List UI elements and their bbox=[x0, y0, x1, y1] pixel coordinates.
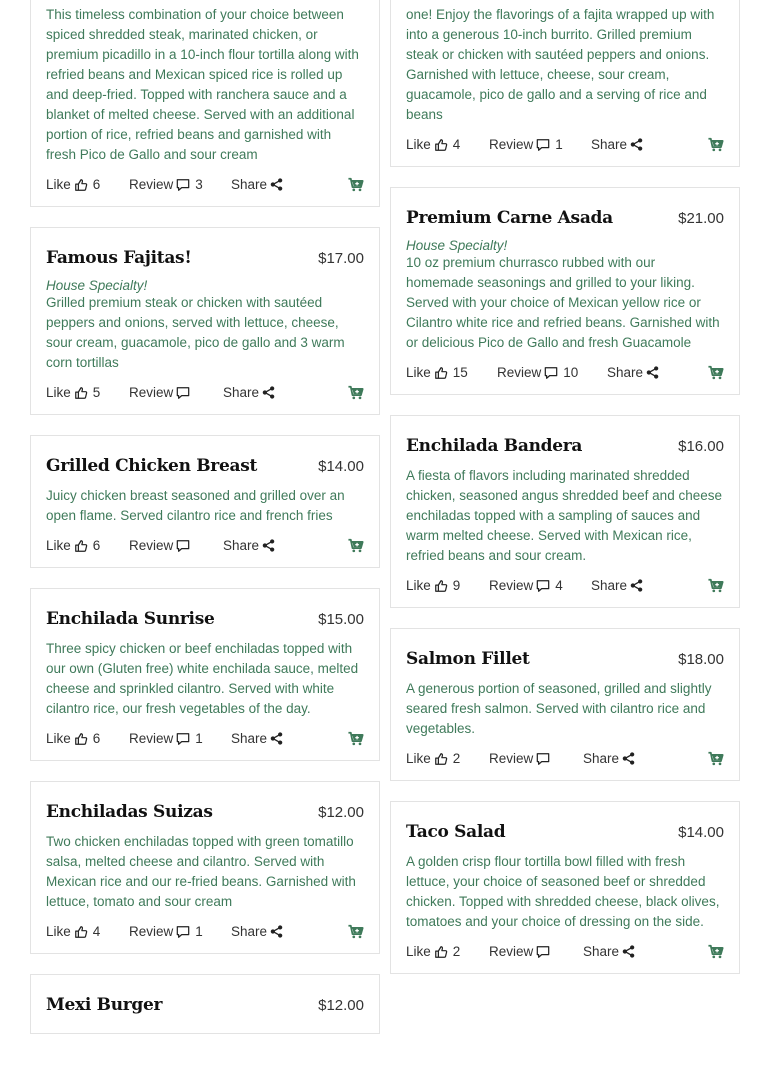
item-description: Grilled premium steak or chicken with sautéed peppers and onions, served with lettuce, cheese, sour cream, guacamole, pico de gallo and 3 warm corn tortillas bbox=[46, 295, 345, 370]
share-icon bbox=[630, 138, 643, 151]
like-label: Like bbox=[406, 944, 431, 959]
share-label: Share bbox=[591, 578, 628, 593]
share-button[interactable] bbox=[583, 751, 635, 766]
review-count: 10 bbox=[563, 365, 579, 380]
item-price: $12.00 bbox=[318, 997, 364, 1014]
share-icon bbox=[262, 539, 275, 552]
share-button[interactable] bbox=[231, 731, 283, 746]
comment-icon bbox=[536, 752, 550, 766]
cart-plus-icon bbox=[708, 365, 724, 380]
item-actions bbox=[406, 365, 724, 380]
like-label: Like bbox=[406, 137, 431, 152]
share-button[interactable] bbox=[583, 944, 635, 959]
add-to-cart-button[interactable] bbox=[348, 538, 364, 553]
thumbs-up-icon bbox=[434, 752, 448, 766]
menu-item-card bbox=[30, 974, 380, 1034]
review-count: 1 bbox=[555, 137, 563, 152]
thumbs-up-icon bbox=[74, 539, 88, 553]
cart-plus-icon bbox=[348, 385, 364, 400]
share-label: Share bbox=[591, 137, 628, 152]
item-description: 10 oz premium churrasco rubbed with our homemade seasonings and grilled to your liking. Served with your choice of Mexican yellow rice or Cilantro white rice and refried beans. Garnished with or delicious Pico de Gallo and fresh Guacamole bbox=[406, 255, 720, 350]
review-button[interactable] bbox=[489, 751, 583, 766]
thumbs-up-icon bbox=[74, 732, 88, 746]
review-count: 4 bbox=[555, 578, 563, 593]
menu-item-card bbox=[30, 227, 380, 415]
menu-item-card bbox=[390, 801, 740, 974]
item-price: $14.00 bbox=[678, 824, 724, 841]
menu-item-card bbox=[30, 435, 380, 568]
cart-plus-icon bbox=[708, 751, 724, 766]
review-label: Review bbox=[497, 365, 542, 380]
item-actions bbox=[46, 385, 364, 400]
like-count: 5 bbox=[92, 385, 101, 400]
add-to-cart-button[interactable] bbox=[348, 385, 364, 400]
comment-icon bbox=[176, 539, 190, 553]
share-label: Share bbox=[607, 365, 644, 380]
share-label: Share bbox=[231, 924, 268, 939]
comment-icon bbox=[176, 178, 190, 192]
item-description: Two chicken enchiladas topped with green tomatillo salsa, melted cheese and cilantro. Served with Mexican rice and our re-fried beans. Garnished with lettuce, tomato and sour cream bbox=[46, 834, 356, 909]
item-actions bbox=[46, 177, 364, 192]
item-description: Three spicy chicken or beef enchiladas topped with our own (Gluten free) white enchilada sauce, melted cheese and sprinkled cilantro. Served with white cilantro rice, our fresh vegetables of the day. bbox=[46, 641, 359, 716]
thumbs-up-icon bbox=[74, 925, 88, 939]
menu-item-card bbox=[30, 0, 380, 207]
item-actions bbox=[406, 137, 724, 152]
share-button[interactable] bbox=[591, 137, 643, 152]
like-button[interactable] bbox=[406, 365, 497, 380]
item-title: Enchilada Sunrise bbox=[46, 609, 215, 629]
share-icon bbox=[262, 386, 275, 399]
item-description: one! Enjoy the flavorings of a fajita wrapped up with into a generous 10-inch burrito. Grilled premium steak or chicken with sautéed peppers and onions. Garnished with lettuce, cheese, sour cream, guacamole, pico de gallo and a serving of rice and beans bbox=[406, 7, 715, 122]
like-count: 2 bbox=[452, 944, 461, 959]
review-button[interactable] bbox=[489, 578, 591, 593]
share-button[interactable] bbox=[591, 578, 643, 593]
share-icon bbox=[646, 366, 659, 379]
cart-plus-icon bbox=[348, 924, 364, 939]
share-icon bbox=[622, 945, 635, 958]
share-icon bbox=[270, 732, 283, 745]
item-title: Taco Salad bbox=[406, 822, 506, 842]
review-label: Review bbox=[489, 137, 534, 152]
cart-plus-icon bbox=[708, 944, 724, 959]
add-to-cart-button[interactable] bbox=[348, 924, 364, 939]
review-label: Review bbox=[489, 944, 534, 959]
item-description: Juicy chicken breast seasoned and grilled over an open flame. Served cilantro rice and french fries bbox=[46, 488, 345, 523]
share-label: Share bbox=[583, 751, 620, 766]
add-to-cart-button[interactable] bbox=[348, 177, 364, 192]
item-title: Premium Carne Asada bbox=[406, 208, 613, 228]
like-button[interactable] bbox=[406, 944, 489, 959]
like-label: Like bbox=[46, 385, 71, 400]
like-count: 6 bbox=[92, 177, 101, 192]
review-button[interactable] bbox=[129, 385, 223, 400]
item-actions bbox=[46, 731, 364, 746]
like-label: Like bbox=[46, 924, 71, 939]
review-count: 3 bbox=[195, 177, 203, 192]
review-label: Review bbox=[129, 538, 174, 553]
menu-column-left bbox=[30, 0, 380, 1054]
comment-icon bbox=[544, 366, 558, 380]
review-label: Review bbox=[489, 578, 534, 593]
like-count: 2 bbox=[452, 751, 461, 766]
share-label: Share bbox=[223, 385, 260, 400]
like-label: Like bbox=[406, 365, 431, 380]
thumbs-up-icon bbox=[74, 178, 88, 192]
add-to-cart-button[interactable] bbox=[708, 365, 724, 380]
like-count: 6 bbox=[92, 538, 101, 553]
comment-icon bbox=[176, 386, 190, 400]
thumbs-up-icon bbox=[74, 386, 88, 400]
item-price: $14.00 bbox=[318, 458, 364, 475]
like-count: 6 bbox=[92, 731, 101, 746]
review-button[interactable] bbox=[489, 137, 591, 152]
menu-item-card bbox=[30, 781, 380, 954]
house-specialty-tag: House Specialty! bbox=[406, 238, 508, 253]
share-icon bbox=[270, 925, 283, 938]
comment-icon bbox=[176, 925, 190, 939]
item-price: $18.00 bbox=[678, 651, 724, 668]
share-button[interactable] bbox=[223, 538, 275, 553]
item-description: A generous portion of seasoned, grilled and slightly seared fresh salmon. Served with cilantro rice and vegetables. bbox=[406, 681, 712, 736]
share-icon bbox=[270, 178, 283, 191]
item-title: Enchiladas Suizas bbox=[46, 802, 213, 822]
cart-plus-icon bbox=[708, 578, 724, 593]
review-button[interactable] bbox=[129, 924, 231, 939]
comment-icon bbox=[536, 138, 550, 152]
item-title: Famous Fajitas! bbox=[46, 248, 192, 268]
item-price: $17.00 bbox=[318, 250, 364, 267]
item-description: This timeless combination of your choice between spiced shredded steak, marinated chicken, or premium picadillo in a 10-inch flour tortilla along with refried beans and Mexican spiced rice is rolled up and deep-fried. Topped with ranchera sauce and a blanket of melted cheese. Served with an additional portion of rice, refried beans and garnished with fresh Pico de Gallo and sour cream bbox=[46, 7, 359, 162]
menu-item-card bbox=[390, 415, 740, 608]
cart-plus-icon bbox=[348, 538, 364, 553]
item-description: A fiesta of flavors including marinated shredded chicken, seasoned angus shredded beef and cheese enchiladas topped with a sampling of sauces and warm melted cheese. Served with Mexican rice, refried beans and sour cream. bbox=[406, 468, 722, 563]
thumbs-up-icon bbox=[434, 579, 448, 593]
like-button[interactable] bbox=[406, 751, 489, 766]
house-specialty-tag: House Specialty! bbox=[46, 278, 148, 293]
share-label: Share bbox=[583, 944, 620, 959]
review-button[interactable] bbox=[129, 177, 231, 192]
thumbs-up-icon bbox=[434, 138, 448, 152]
item-actions bbox=[406, 944, 724, 959]
share-icon bbox=[630, 579, 643, 592]
like-button[interactable] bbox=[46, 177, 129, 192]
cart-plus-icon bbox=[708, 137, 724, 152]
like-button[interactable] bbox=[46, 924, 129, 939]
review-button[interactable] bbox=[129, 538, 223, 553]
comment-icon bbox=[176, 732, 190, 746]
share-icon bbox=[622, 752, 635, 765]
menu-item-card bbox=[390, 628, 740, 781]
share-button[interactable] bbox=[231, 177, 283, 192]
like-button[interactable] bbox=[46, 538, 129, 553]
cart-plus-icon bbox=[348, 731, 364, 746]
item-price: $12.00 bbox=[318, 804, 364, 821]
item-actions bbox=[406, 751, 724, 766]
item-actions bbox=[46, 538, 364, 553]
thumbs-up-icon bbox=[434, 366, 448, 380]
item-title: Grilled Chicken Breast bbox=[46, 456, 258, 476]
like-button[interactable] bbox=[46, 731, 129, 746]
item-title: Mexi Burger bbox=[46, 995, 163, 1015]
like-label: Like bbox=[46, 538, 71, 553]
comment-icon bbox=[536, 579, 550, 593]
like-count: 15 bbox=[452, 365, 468, 380]
like-count: 4 bbox=[92, 924, 101, 939]
like-count: 9 bbox=[452, 578, 461, 593]
item-actions bbox=[46, 924, 364, 939]
review-label: Review bbox=[129, 177, 174, 192]
review-label: Review bbox=[129, 731, 174, 746]
like-button[interactable] bbox=[406, 137, 489, 152]
review-button[interactable] bbox=[489, 944, 583, 959]
add-to-cart-button[interactable] bbox=[708, 944, 724, 959]
share-label: Share bbox=[231, 177, 268, 192]
cart-plus-icon bbox=[348, 177, 364, 192]
menu-column-right bbox=[390, 0, 740, 994]
share-label: Share bbox=[231, 731, 268, 746]
item-price: $21.00 bbox=[678, 210, 724, 227]
like-button[interactable] bbox=[406, 578, 489, 593]
menu-item-card bbox=[390, 187, 740, 395]
menu-item-card bbox=[30, 588, 380, 761]
item-actions bbox=[406, 578, 724, 593]
item-title: Salmon Fillet bbox=[406, 649, 530, 669]
item-title: Enchilada Bandera bbox=[406, 436, 583, 456]
like-label: Like bbox=[406, 578, 431, 593]
like-count: 4 bbox=[452, 137, 461, 152]
review-count: 1 bbox=[195, 924, 203, 939]
share-button[interactable] bbox=[223, 385, 275, 400]
add-to-cart-button[interactable] bbox=[348, 731, 364, 746]
add-to-cart-button[interactable] bbox=[708, 751, 724, 766]
share-button[interactable] bbox=[607, 365, 659, 380]
review-label: Review bbox=[129, 385, 174, 400]
review-button[interactable] bbox=[497, 365, 607, 380]
share-label: Share bbox=[223, 538, 260, 553]
thumbs-up-icon bbox=[434, 945, 448, 959]
item-price: $16.00 bbox=[678, 438, 724, 455]
comment-icon bbox=[536, 945, 550, 959]
like-label: Like bbox=[46, 177, 71, 192]
review-label: Review bbox=[129, 924, 174, 939]
item-description: A golden crisp flour tortilla bowl filled with fresh lettuce, your choice of seasoned beef or shredded chicken. Topped with shredded cheese, black olives, tomatoes and your choice of dressing on the side. bbox=[406, 854, 720, 929]
review-count: 1 bbox=[195, 731, 203, 746]
share-button[interactable] bbox=[231, 924, 283, 939]
item-price: $15.00 bbox=[318, 611, 364, 628]
add-to-cart-button[interactable] bbox=[708, 578, 724, 593]
add-to-cart-button[interactable] bbox=[708, 137, 724, 152]
like-label: Like bbox=[46, 731, 71, 746]
menu-item-card bbox=[390, 0, 740, 167]
like-label: Like bbox=[406, 751, 431, 766]
like-button[interactable] bbox=[46, 385, 129, 400]
review-button[interactable] bbox=[129, 731, 231, 746]
review-label: Review bbox=[489, 751, 534, 766]
